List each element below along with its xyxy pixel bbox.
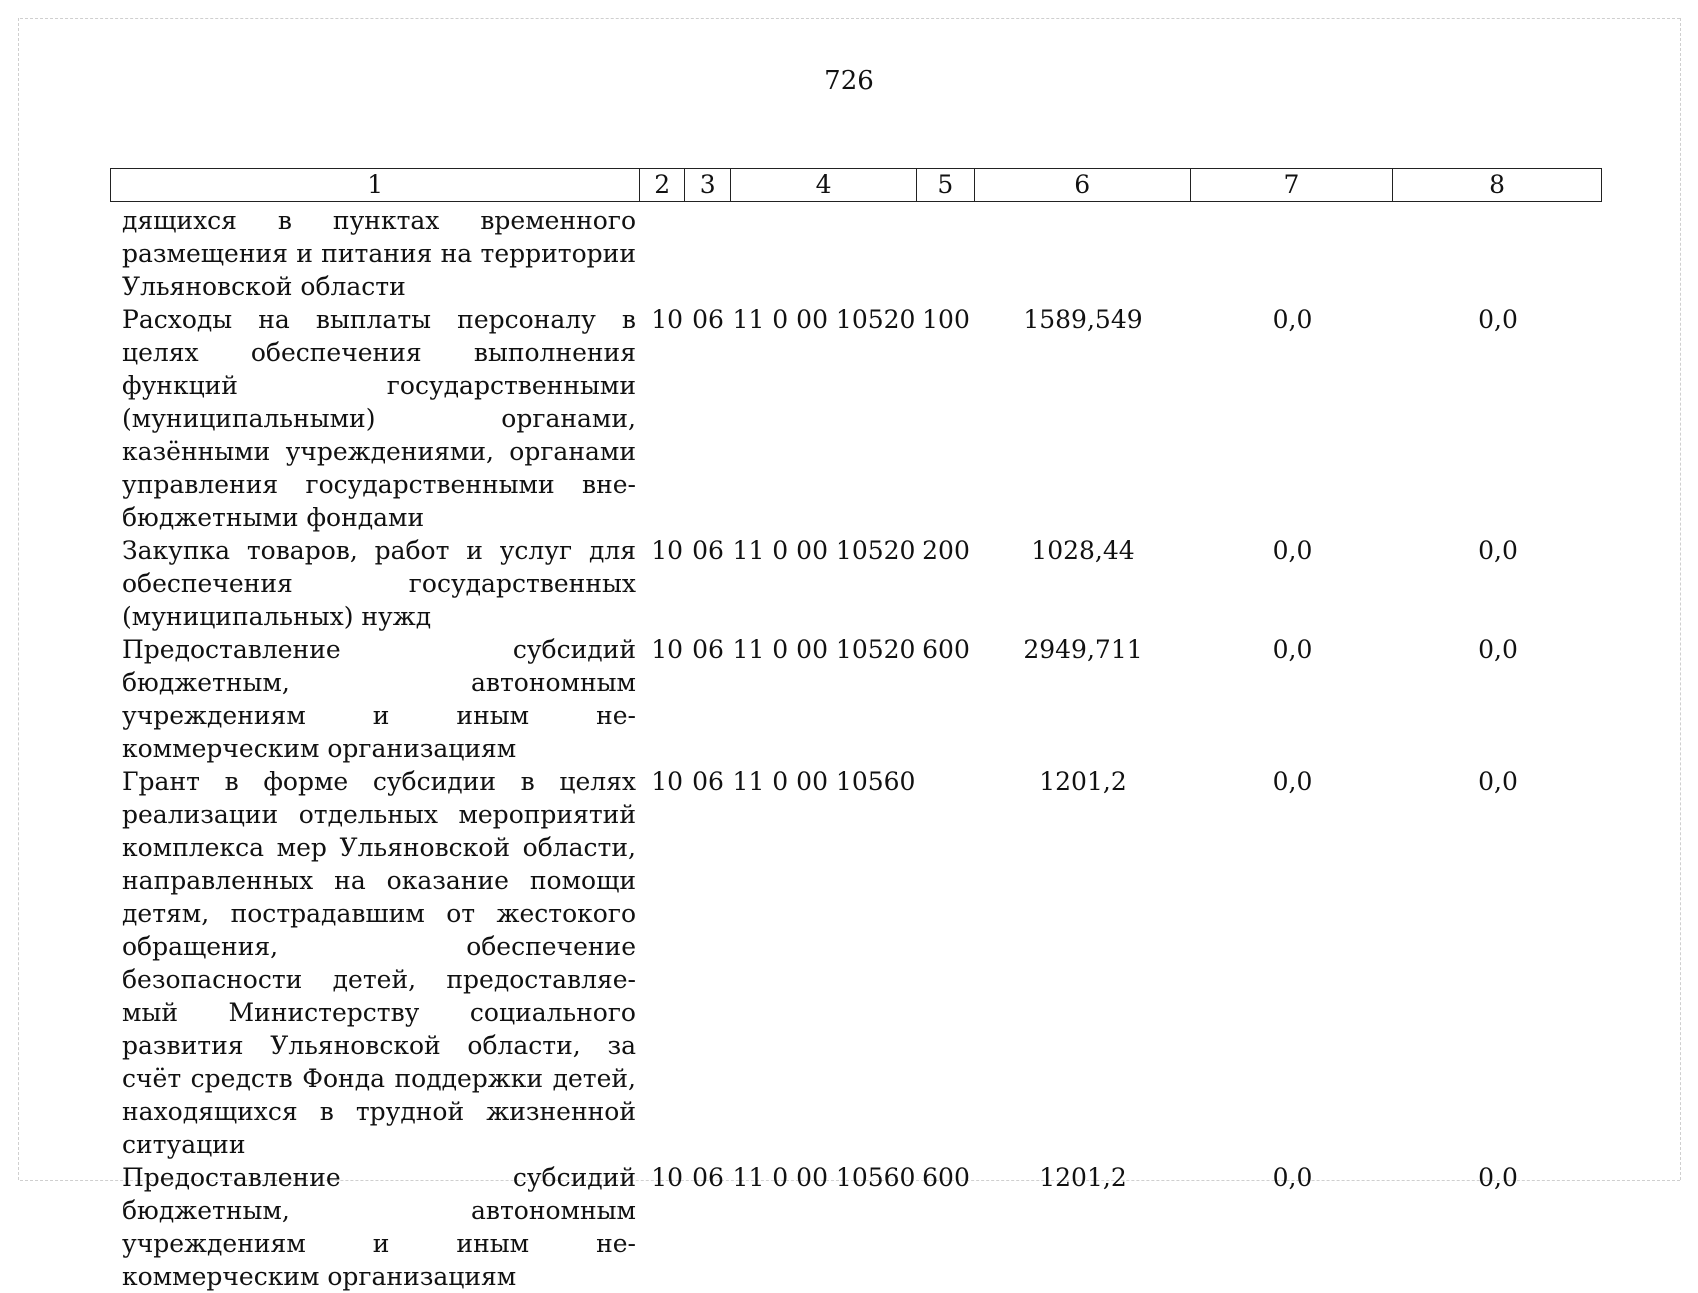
row-subsection: [685, 204, 731, 303]
row-amount: 1028,44: [1031, 536, 1135, 565]
row-amount: [975, 204, 1191, 303]
page-number: 726: [824, 66, 874, 96]
row-expense-type: 600: [922, 635, 970, 664]
row-expense-type: [917, 204, 975, 303]
row-col8: 0,0: [1478, 536, 1518, 565]
header-col-3: 3: [685, 169, 731, 201]
header-col-7: 7: [1191, 169, 1394, 201]
row-subsection: 06: [692, 1163, 724, 1192]
row-target-article: 11 0 00 10520: [732, 305, 916, 334]
row-expense-type: 100: [922, 305, 970, 334]
table-row: [110, 303, 1602, 534]
row-expense-type: 600: [922, 1163, 970, 1192]
row-section: 10: [651, 635, 683, 664]
row-section: [640, 204, 685, 303]
header-col-4: 4: [731, 169, 917, 201]
row-col8: 0,0: [1478, 767, 1518, 796]
row-col7: 0,0: [1272, 305, 1313, 334]
table-row: [110, 1161, 1602, 1293]
row-description: Грант в форме субсидии в целях реализации отдельных мероприятий комплекса мер Ульяновской области, направленных на оказание помощи детям, пострадавшим от жестокого обращения, обеспечение безопасности детей, предоставляемый Министерству социального развития Ульяновской области, за счёт средств Фонда поддержки детей, находящихся в трудной жизненной ситуации: [122, 767, 636, 1159]
row-target-article: 11 0 00 10520: [732, 536, 916, 565]
scan-border-left: [18, 18, 19, 1180]
row-col7: 0,0: [1272, 767, 1313, 796]
header-col-1: 1: [111, 169, 640, 201]
row-col8: [1394, 204, 1602, 303]
row-subsection: 06: [692, 536, 724, 565]
row-target-article: 11 0 00 10560: [732, 1163, 916, 1192]
row-target-article: 11 0 00 10520: [732, 635, 916, 664]
row-section: 10: [651, 1163, 683, 1192]
header-col-2: 2: [640, 169, 685, 201]
row-col8: 0,0: [1478, 635, 1518, 664]
table-row: [110, 633, 1602, 765]
row-description: Закупка товаров, работ и услуг для обеспечения государственных (муниципальных) нужд: [122, 536, 636, 631]
row-target-article: 11 0 00 10560: [732, 767, 916, 796]
header-col-8: 8: [1489, 170, 1506, 199]
table-row: [110, 765, 1602, 1161]
row-col7: 0,0: [1272, 536, 1313, 565]
row-description: Предоставление субсидий бюджетным, автономным учреждениям и иным некоммерческим организациям: [122, 635, 636, 763]
row-subsection: 06: [692, 635, 724, 664]
row-section: 10: [651, 536, 683, 565]
row-description: Расходы на выплаты персоналу в целях обеспечения выполнения функций государственными (муниципальными) органами, казёнными учреждениями, органами управления государственными внебюджетными фондами: [122, 305, 636, 532]
row-description: Предоставление субсидий бюджетным, автономным учреждениям и иным некоммерческим организациям: [122, 1163, 636, 1291]
row-amount: 1201,2: [1039, 1163, 1127, 1192]
row-amount: 2949,711: [1023, 635, 1143, 664]
row-col8: 0,0: [1478, 1163, 1518, 1192]
row-col7: [1191, 204, 1394, 303]
table-body: [110, 204, 1602, 1293]
row-section: 10: [651, 305, 683, 334]
row-amount: 1589,549: [1023, 305, 1143, 334]
row-section: 10: [651, 767, 683, 796]
row-subsection: 06: [692, 305, 724, 334]
table-header: [110, 168, 1602, 202]
scan-border-top: [20, 18, 1680, 19]
row-expense-type: [917, 765, 975, 1161]
table-row: [110, 534, 1602, 633]
row-col8: 0,0: [1478, 305, 1518, 334]
row-subsection: 06: [692, 767, 724, 796]
row-expense-type: 200: [922, 536, 970, 565]
header-col-5: 5: [917, 169, 975, 201]
row-col7: 0,0: [1272, 635, 1313, 664]
row-target-article: [731, 204, 917, 303]
row-amount: 1201,2: [1039, 767, 1127, 796]
header-col-6: 6: [975, 169, 1191, 201]
row-description: дящихся в пунктах временного размещения и питания на территории Ульяновской области: [122, 206, 636, 301]
scan-border-right: [1680, 18, 1681, 1180]
row-col7: 0,0: [1272, 1163, 1313, 1192]
table-row: [110, 204, 1602, 303]
